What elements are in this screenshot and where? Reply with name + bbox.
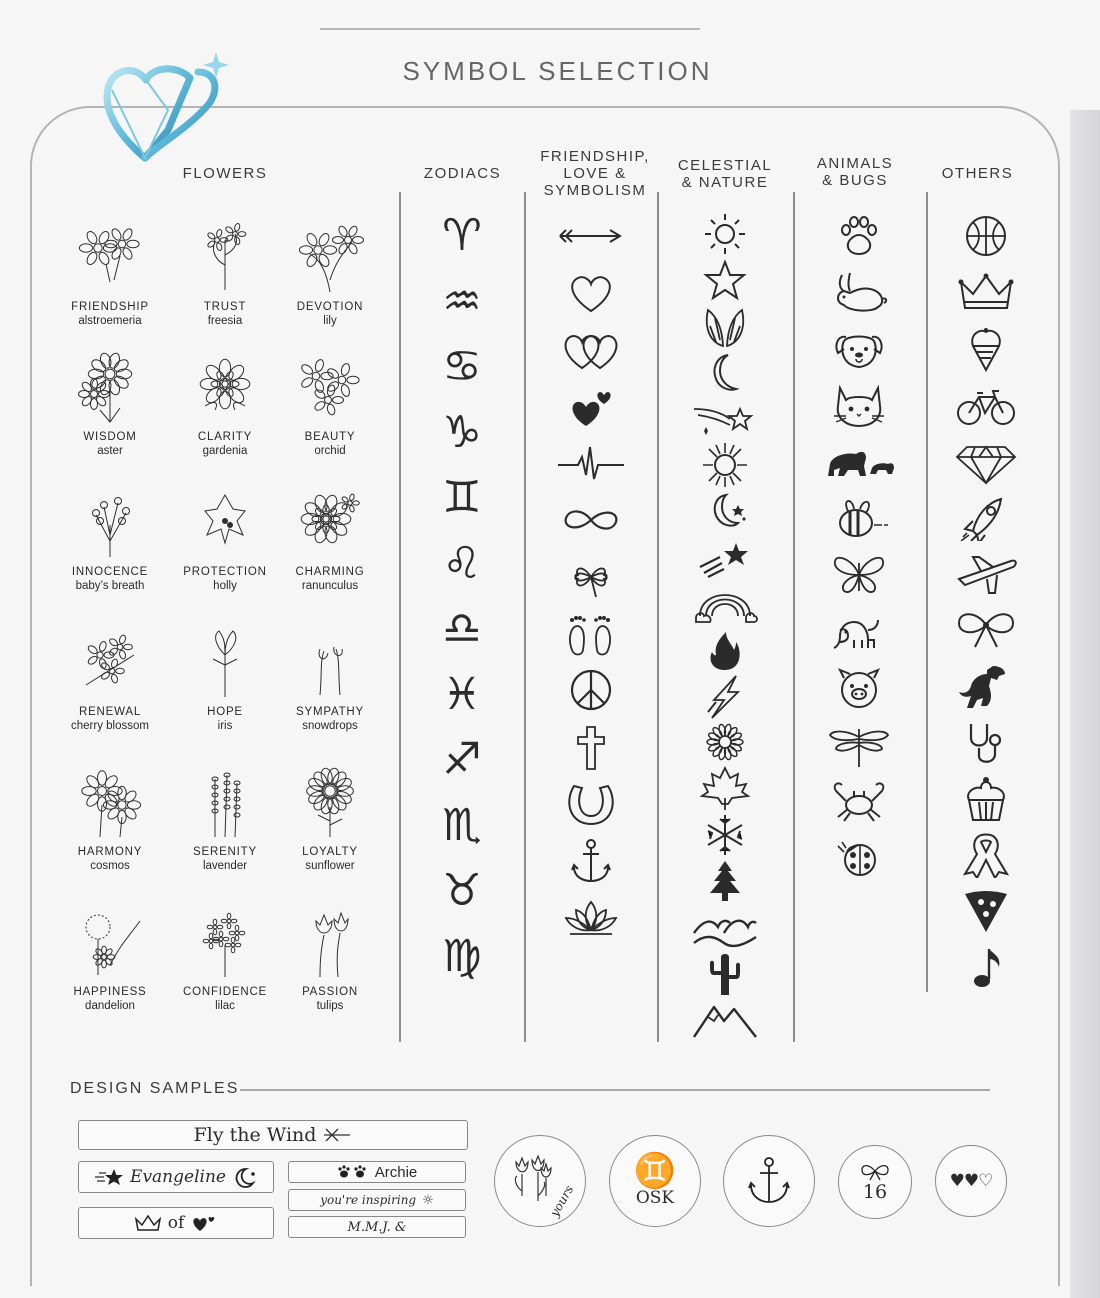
aquarius-icon[interactable]: ♒	[442, 275, 482, 327]
clover-icon[interactable]	[556, 553, 626, 601]
ice-cream-icon[interactable]	[951, 324, 1021, 372]
paw-icon	[337, 1164, 369, 1180]
page-title: SYMBOL SELECTION	[402, 56, 713, 86]
flower-icon	[70, 350, 150, 426]
flower-item[interactable]	[165, 220, 285, 328]
flower-meaning: HAPPINESS	[73, 986, 147, 998]
bow-icon	[859, 1162, 891, 1182]
virgo-icon[interactable]: ♍	[442, 930, 482, 982]
zodiacs-header: ZODIACS	[423, 165, 502, 182]
pine-tree-icon[interactable]	[690, 857, 760, 905]
moon-star-icon	[232, 1166, 258, 1188]
brand-logo-icon	[98, 50, 238, 165]
flower-item[interactable]	[165, 905, 285, 1013]
heart-icon[interactable]	[556, 269, 626, 317]
rabbit-icon[interactable]	[824, 269, 894, 317]
flower-item[interactable]	[165, 625, 285, 733]
sample-bar-fly-the-wind[interactable]	[78, 1120, 468, 1150]
flower-name: sunflower	[305, 860, 355, 872]
flower-meaning: HOPE	[207, 706, 243, 718]
flower-item[interactable]	[270, 625, 390, 733]
flower-icon	[70, 485, 150, 561]
tulip-icon	[500, 1146, 580, 1216]
flower-meaning: TRUST	[203, 301, 247, 313]
sample-bar-inspiring[interactable]	[288, 1189, 466, 1211]
sample-circle-hearts[interactable]	[935, 1145, 1007, 1217]
sample-bar-evangeline[interactable]	[78, 1161, 274, 1193]
baby-feet-icon[interactable]	[556, 610, 626, 658]
sagittarius-icon[interactable]: ♐	[442, 734, 482, 785]
friendship-header: FRIENDSHIP, LOVE & SYMBOLISM	[540, 148, 650, 199]
flower-meaning: LOYALTY	[302, 846, 358, 858]
flower-meaning: PROTECTION	[183, 566, 267, 578]
small-hearts-icon[interactable]	[556, 382, 626, 430]
sample-circle-gemini[interactable]	[609, 1135, 701, 1227]
paw-icon[interactable]	[824, 212, 894, 260]
rainbow-icon[interactable]	[690, 580, 760, 628]
dinosaur-icon[interactable]	[951, 662, 1021, 710]
column-divider	[524, 192, 526, 1042]
column-divider	[657, 192, 659, 1042]
lightning-icon[interactable]	[690, 672, 760, 720]
flower-item[interactable]	[50, 625, 170, 733]
moon-star-icon[interactable]	[690, 487, 760, 535]
arrow-icon[interactable]	[556, 212, 626, 260]
sample-circle-bow-16[interactable]	[838, 1145, 912, 1219]
scorpio-icon[interactable]: ♏	[442, 799, 482, 851]
small-hearts-icon	[190, 1213, 218, 1233]
flower-name: alstroemeria	[78, 315, 142, 327]
flower-icon	[70, 765, 150, 841]
capricorn-icon[interactable]: ♑	[442, 406, 482, 458]
infinity-icon[interactable]	[556, 496, 626, 544]
sample-text: you're inspiring	[320, 1193, 417, 1207]
top-rule	[320, 28, 700, 30]
flower-icon	[290, 625, 370, 701]
sample-bar-archie[interactable]	[288, 1161, 466, 1183]
gemini-icon: ♊	[633, 1151, 677, 1191]
peace-icon[interactable]	[556, 666, 626, 714]
comet-icon[interactable]	[690, 533, 760, 581]
pig-icon[interactable]	[824, 664, 894, 712]
flower-name: snowdrops	[302, 720, 358, 732]
animals-header: ANIMALS & BUGS	[816, 155, 894, 189]
wings-icon[interactable]	[690, 302, 760, 350]
flower-name: cherry blossom	[71, 720, 149, 732]
side-shadow	[1070, 110, 1100, 1298]
flower-meaning: PASSION	[302, 986, 358, 998]
flower-item[interactable]	[165, 765, 285, 873]
cross-icon[interactable]	[556, 723, 626, 771]
gemini-icon[interactable]: ♊	[442, 472, 482, 523]
flower-icon	[185, 625, 265, 701]
flower-icon	[290, 905, 370, 981]
pizza-icon[interactable]	[951, 886, 1021, 934]
horseshoe-icon[interactable]	[556, 780, 626, 828]
flower-item[interactable]	[50, 905, 170, 1013]
flower-item[interactable]	[50, 765, 170, 873]
sunburst-icon[interactable]	[690, 441, 760, 489]
sunburst-icon: ☼	[422, 1192, 434, 1208]
star-icon[interactable]	[690, 256, 760, 304]
rocket-icon[interactable]	[951, 493, 1021, 541]
bears-icon[interactable]	[824, 438, 894, 486]
flower-meaning: RENEWAL	[78, 706, 142, 718]
flower-item[interactable]	[270, 485, 390, 593]
flower-meaning: CHARMING	[295, 566, 365, 578]
music-note-icon[interactable]	[951, 943, 1021, 991]
flower-icon	[290, 485, 370, 561]
sample-circle-anchor[interactable]	[723, 1135, 815, 1227]
flower-name: cosmos	[90, 860, 130, 872]
flower-meaning: INNOCENCE	[71, 566, 149, 578]
sample-text: OSK	[635, 1188, 675, 1208]
flower-icon	[185, 220, 265, 296]
flower-icon	[290, 220, 370, 296]
sample-text: 16	[862, 1181, 888, 1203]
anchor-icon	[746, 1155, 792, 1207]
dragonfly-icon	[322, 1127, 352, 1143]
crown-icon	[134, 1213, 162, 1233]
column-divider	[793, 192, 795, 1042]
flower-name: lily	[323, 315, 337, 327]
flame-icon[interactable]	[690, 626, 760, 674]
flower-item[interactable]	[270, 220, 390, 328]
shooting-star-icon[interactable]	[690, 395, 760, 443]
flower-icon	[290, 350, 370, 426]
flower-meaning: WISDOM	[83, 431, 137, 443]
flower-meaning: HARMONY	[77, 846, 143, 858]
flower-meaning: SYMPATHY	[296, 706, 364, 718]
diamond-icon[interactable]	[951, 437, 1021, 485]
flower-icon	[290, 765, 370, 841]
flower-name: iris	[217, 720, 233, 732]
samples-rule	[240, 1089, 990, 1091]
flower-name: tulips	[316, 1000, 344, 1012]
column-divider	[399, 192, 401, 1042]
stethoscope-icon[interactable]	[951, 718, 1021, 766]
crab-icon[interactable]	[824, 777, 894, 825]
flower-meaning: DEVOTION	[296, 301, 364, 313]
flower-item[interactable]	[165, 350, 285, 458]
maple-leaf-icon[interactable]	[690, 764, 760, 812]
ribbon-icon[interactable]	[951, 830, 1021, 878]
flower-name: aster	[97, 445, 123, 457]
flower-meaning: CLARITY	[197, 431, 253, 443]
anchor-icon[interactable]	[556, 837, 626, 885]
moon-icon[interactable]	[690, 349, 760, 397]
sample-text: M.M.J. &	[347, 1219, 407, 1235]
basketball-icon[interactable]	[951, 212, 1021, 260]
aries-icon[interactable]: ♈	[442, 210, 482, 261]
sample-text: of	[167, 1213, 185, 1233]
crown-icon[interactable]	[951, 268, 1021, 316]
flower-item[interactable]	[50, 485, 170, 593]
daisy-icon[interactable]	[690, 718, 760, 766]
wave-icon[interactable]	[690, 903, 760, 951]
flower-icon	[70, 625, 150, 701]
flower-item[interactable]	[165, 485, 285, 593]
flower-meaning: SERENITY	[193, 846, 257, 858]
sample-text: Archie	[374, 1163, 418, 1181]
cat-icon[interactable]	[824, 382, 894, 430]
sample-bar-crown-of-heart[interactable]	[78, 1207, 274, 1239]
flower-item[interactable]	[270, 350, 390, 458]
flower-name: baby’s breath	[75, 580, 145, 592]
flower-icon	[185, 350, 265, 426]
lotus-icon[interactable]	[556, 894, 626, 942]
butterfly-icon[interactable]	[824, 551, 894, 599]
flower-name: freesia	[207, 315, 243, 327]
flower-item[interactable]	[270, 765, 390, 873]
sample-bar-initials[interactable]	[288, 1216, 466, 1238]
dragonfly-icon[interactable]	[824, 721, 894, 769]
sun-icon[interactable]	[690, 210, 760, 258]
bicycle-icon[interactable]	[951, 381, 1021, 429]
comet-icon	[94, 1167, 124, 1187]
flower-name: orchid	[314, 445, 346, 457]
bow-icon[interactable]	[951, 605, 1021, 653]
airplane-icon[interactable]	[951, 549, 1021, 597]
sample-text: Evangeline	[130, 1167, 226, 1187]
snowflake-icon[interactable]	[690, 811, 760, 859]
flower-icon	[70, 220, 150, 296]
pisces-icon[interactable]: ♓	[442, 668, 482, 720]
flower-name: lilac	[215, 1000, 235, 1012]
sample-text: Fly the Wind	[193, 1124, 317, 1146]
ladybug-icon[interactable]	[824, 834, 894, 882]
flower-meaning: BEAUTY	[304, 431, 356, 443]
dog-icon[interactable]	[824, 325, 894, 373]
flower-icon	[185, 905, 265, 981]
sample-text: yours	[547, 1182, 577, 1220]
cupcake-icon[interactable]	[951, 774, 1021, 822]
cactus-icon[interactable]	[690, 949, 760, 997]
flower-name: ranunculus	[301, 580, 359, 592]
taurus-icon[interactable]: ♉	[442, 865, 482, 916]
column-divider	[926, 192, 928, 992]
flower-meaning: FRIENDSHIP	[71, 301, 149, 313]
double-heart-icon[interactable]	[556, 326, 626, 374]
flower-name: lavender	[202, 860, 248, 872]
cancer-icon[interactable]: ♋	[442, 341, 482, 392]
flower-name: holly	[213, 580, 237, 592]
celestial-header: CELESTIAL & NATURE	[677, 157, 773, 191]
libra-icon[interactable]: ♎	[442, 603, 482, 654]
flowers-header: FLOWERS	[182, 165, 268, 182]
flower-name: dandelion	[85, 1000, 135, 1012]
three-hearts-icon: ♥♥♡	[949, 1171, 993, 1191]
flower-item[interactable]	[270, 905, 390, 1013]
sample-circle-tulips[interactable]	[494, 1135, 586, 1227]
design-samples-title: DESIGN SAMPLES	[70, 1080, 240, 1097]
others-header: OTHERS	[941, 165, 1014, 182]
flower-meaning: CONFIDENCE	[182, 986, 268, 998]
flower-icon	[70, 905, 150, 981]
flower-icon	[185, 485, 265, 561]
leo-icon[interactable]: ♌	[442, 537, 482, 589]
flower-item[interactable]	[50, 220, 170, 328]
bee-icon[interactable]	[824, 495, 894, 543]
flower-name: gardenia	[202, 445, 248, 457]
heartbeat-icon[interactable]	[556, 439, 626, 487]
mountains-icon[interactable]	[690, 995, 760, 1043]
flower-icon	[185, 765, 265, 841]
flower-item[interactable]	[50, 350, 170, 458]
elephant-icon[interactable]	[824, 608, 894, 656]
